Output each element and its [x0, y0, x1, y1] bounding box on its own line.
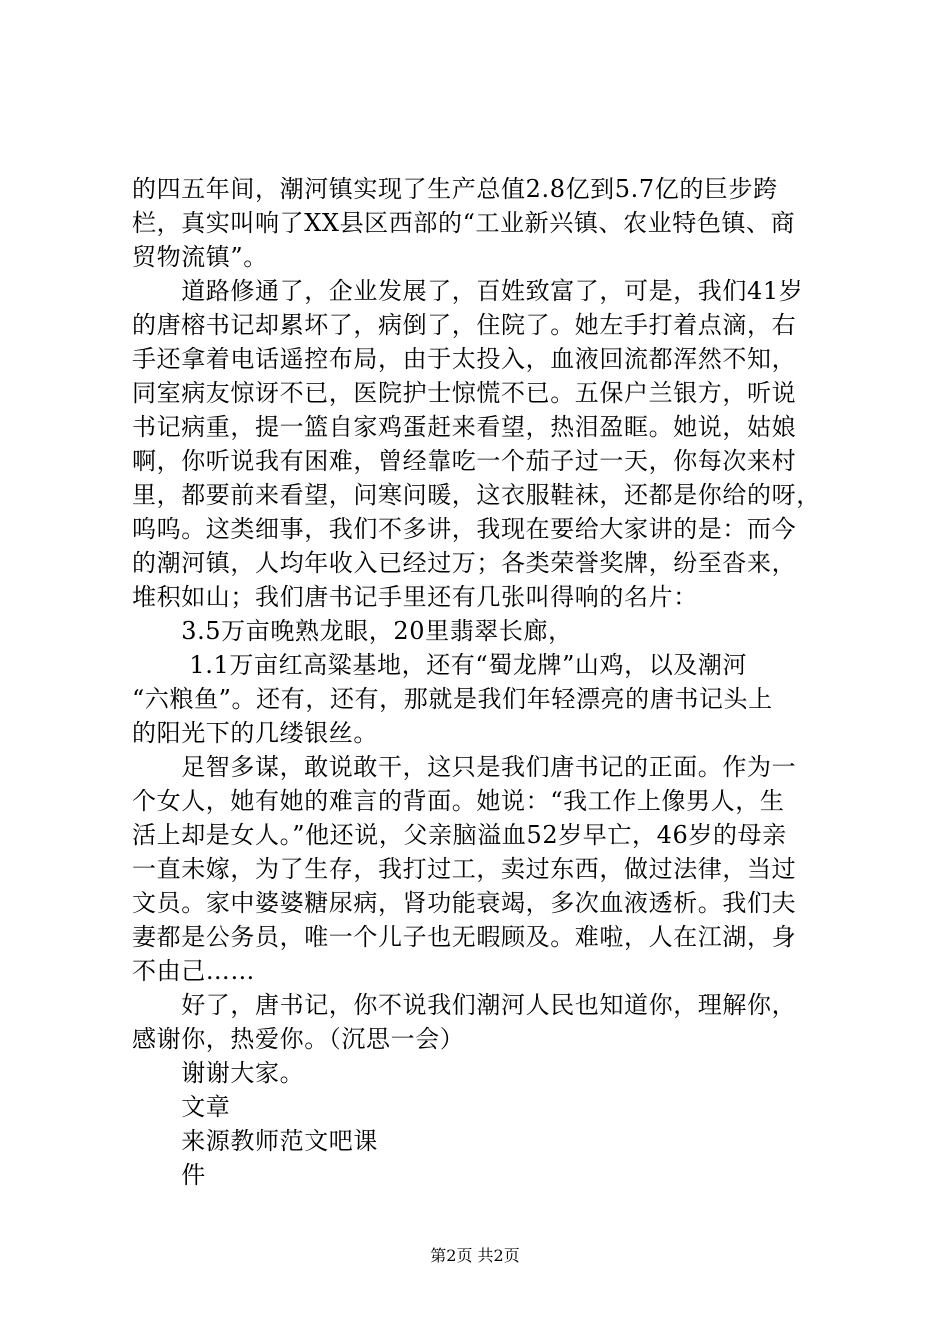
text-line: 感谢你，热爱你。（沉思一会） [132, 1025, 465, 1053]
text-line: 活上却是女人。”他还说，父亲脑溢血52岁早亡，46岁的母亲 [132, 821, 787, 849]
text-line: 足智多谋，敢说敢干，这只是我们唐书记的正面。作为一 [132, 753, 797, 781]
text-line: 栏，真实叫响了XX县区西部的“工业新兴镇、农业特色镇、商 [132, 209, 796, 237]
page-footer: 第2页 共2页 [430, 1246, 520, 1265]
text-line: 的阳光下的几缕银丝。 [132, 719, 378, 747]
text-line: 道路修通了，企业发展了，百姓致富了，可是，我们41岁 [132, 277, 804, 305]
text-line: 件 [132, 1161, 206, 1189]
text-line: 堆积如山；我们唐书记手里还有几张叫得响的名片： [132, 583, 698, 611]
text-line: 呜呜。这类细事，我们不多讲，我现在要给大家讲的是：而今 [132, 515, 797, 543]
text-line: 啊，你听说我有困难，曾经靠吃一个茄子过一天，你每次来村 [132, 447, 797, 475]
text-line: 里，都要前来看望，问寒问暖，这衣服鞋袜，还都是你给的呀， [132, 481, 821, 509]
text-line: 文员。家中婆婆糖尿病，肾功能衰竭，多次血液透析。我们夫 [132, 889, 797, 917]
text-line: 的潮河镇，人均年收入已经过万；各类荣誉奖牌，纷至沓来， [132, 549, 797, 577]
text-line: 个女人，她有她的难言的背面。她说：“我工作上像男人，生 [132, 787, 785, 815]
text-line: 好了，唐书记，你不说我们潮河人民也知道你，理解你， [132, 991, 797, 1019]
text-line: 手还拿着电话遥控布局，由于太投入，血液回流都浑然不知， [132, 345, 797, 373]
text-line: 的四五年间，潮河镇实现了生产总值2.8亿到5.7亿的巨步跨 [132, 175, 778, 203]
text-line: 的唐榕书记却累坏了，病倒了，住院了。她左手打着点滴，右 [132, 311, 797, 339]
text-line: 一直未嫁，为了生存，我打过工，卖过东西，做过法律，当过 [132, 855, 797, 883]
text-line: 谢谢大家。 [132, 1059, 305, 1087]
text-line: 1.1万亩红高粱基地，还有“蜀龙牌”山鸡，以及潮河 [132, 651, 748, 679]
text-line: 妻都是公务员，唯一个儿子也无暇顾及。难啦，人在江湖，身 [132, 923, 797, 951]
text-line: 同室病友惊讶不已，医院护士惊慌不已。五保户兰银方，听说 [132, 379, 797, 407]
text-line: 文章 [132, 1093, 231, 1121]
text-line: “六粮鱼”。还有，还有，那就是我们年轻漂亮的唐书记头上 [132, 685, 773, 713]
text-line: 3.5万亩晚熟龙眼，20里翡翠长廊， [132, 617, 573, 645]
text-line: 书记病重，提一篮自家鸡蛋赶来看望，热泪盈眶。她说，姑娘 [132, 413, 797, 441]
text-line: 来源教师范文吧课 [132, 1127, 378, 1155]
text-line: 不由己…… [132, 957, 255, 985]
text-line: 贸物流镇”。 [132, 243, 268, 271]
